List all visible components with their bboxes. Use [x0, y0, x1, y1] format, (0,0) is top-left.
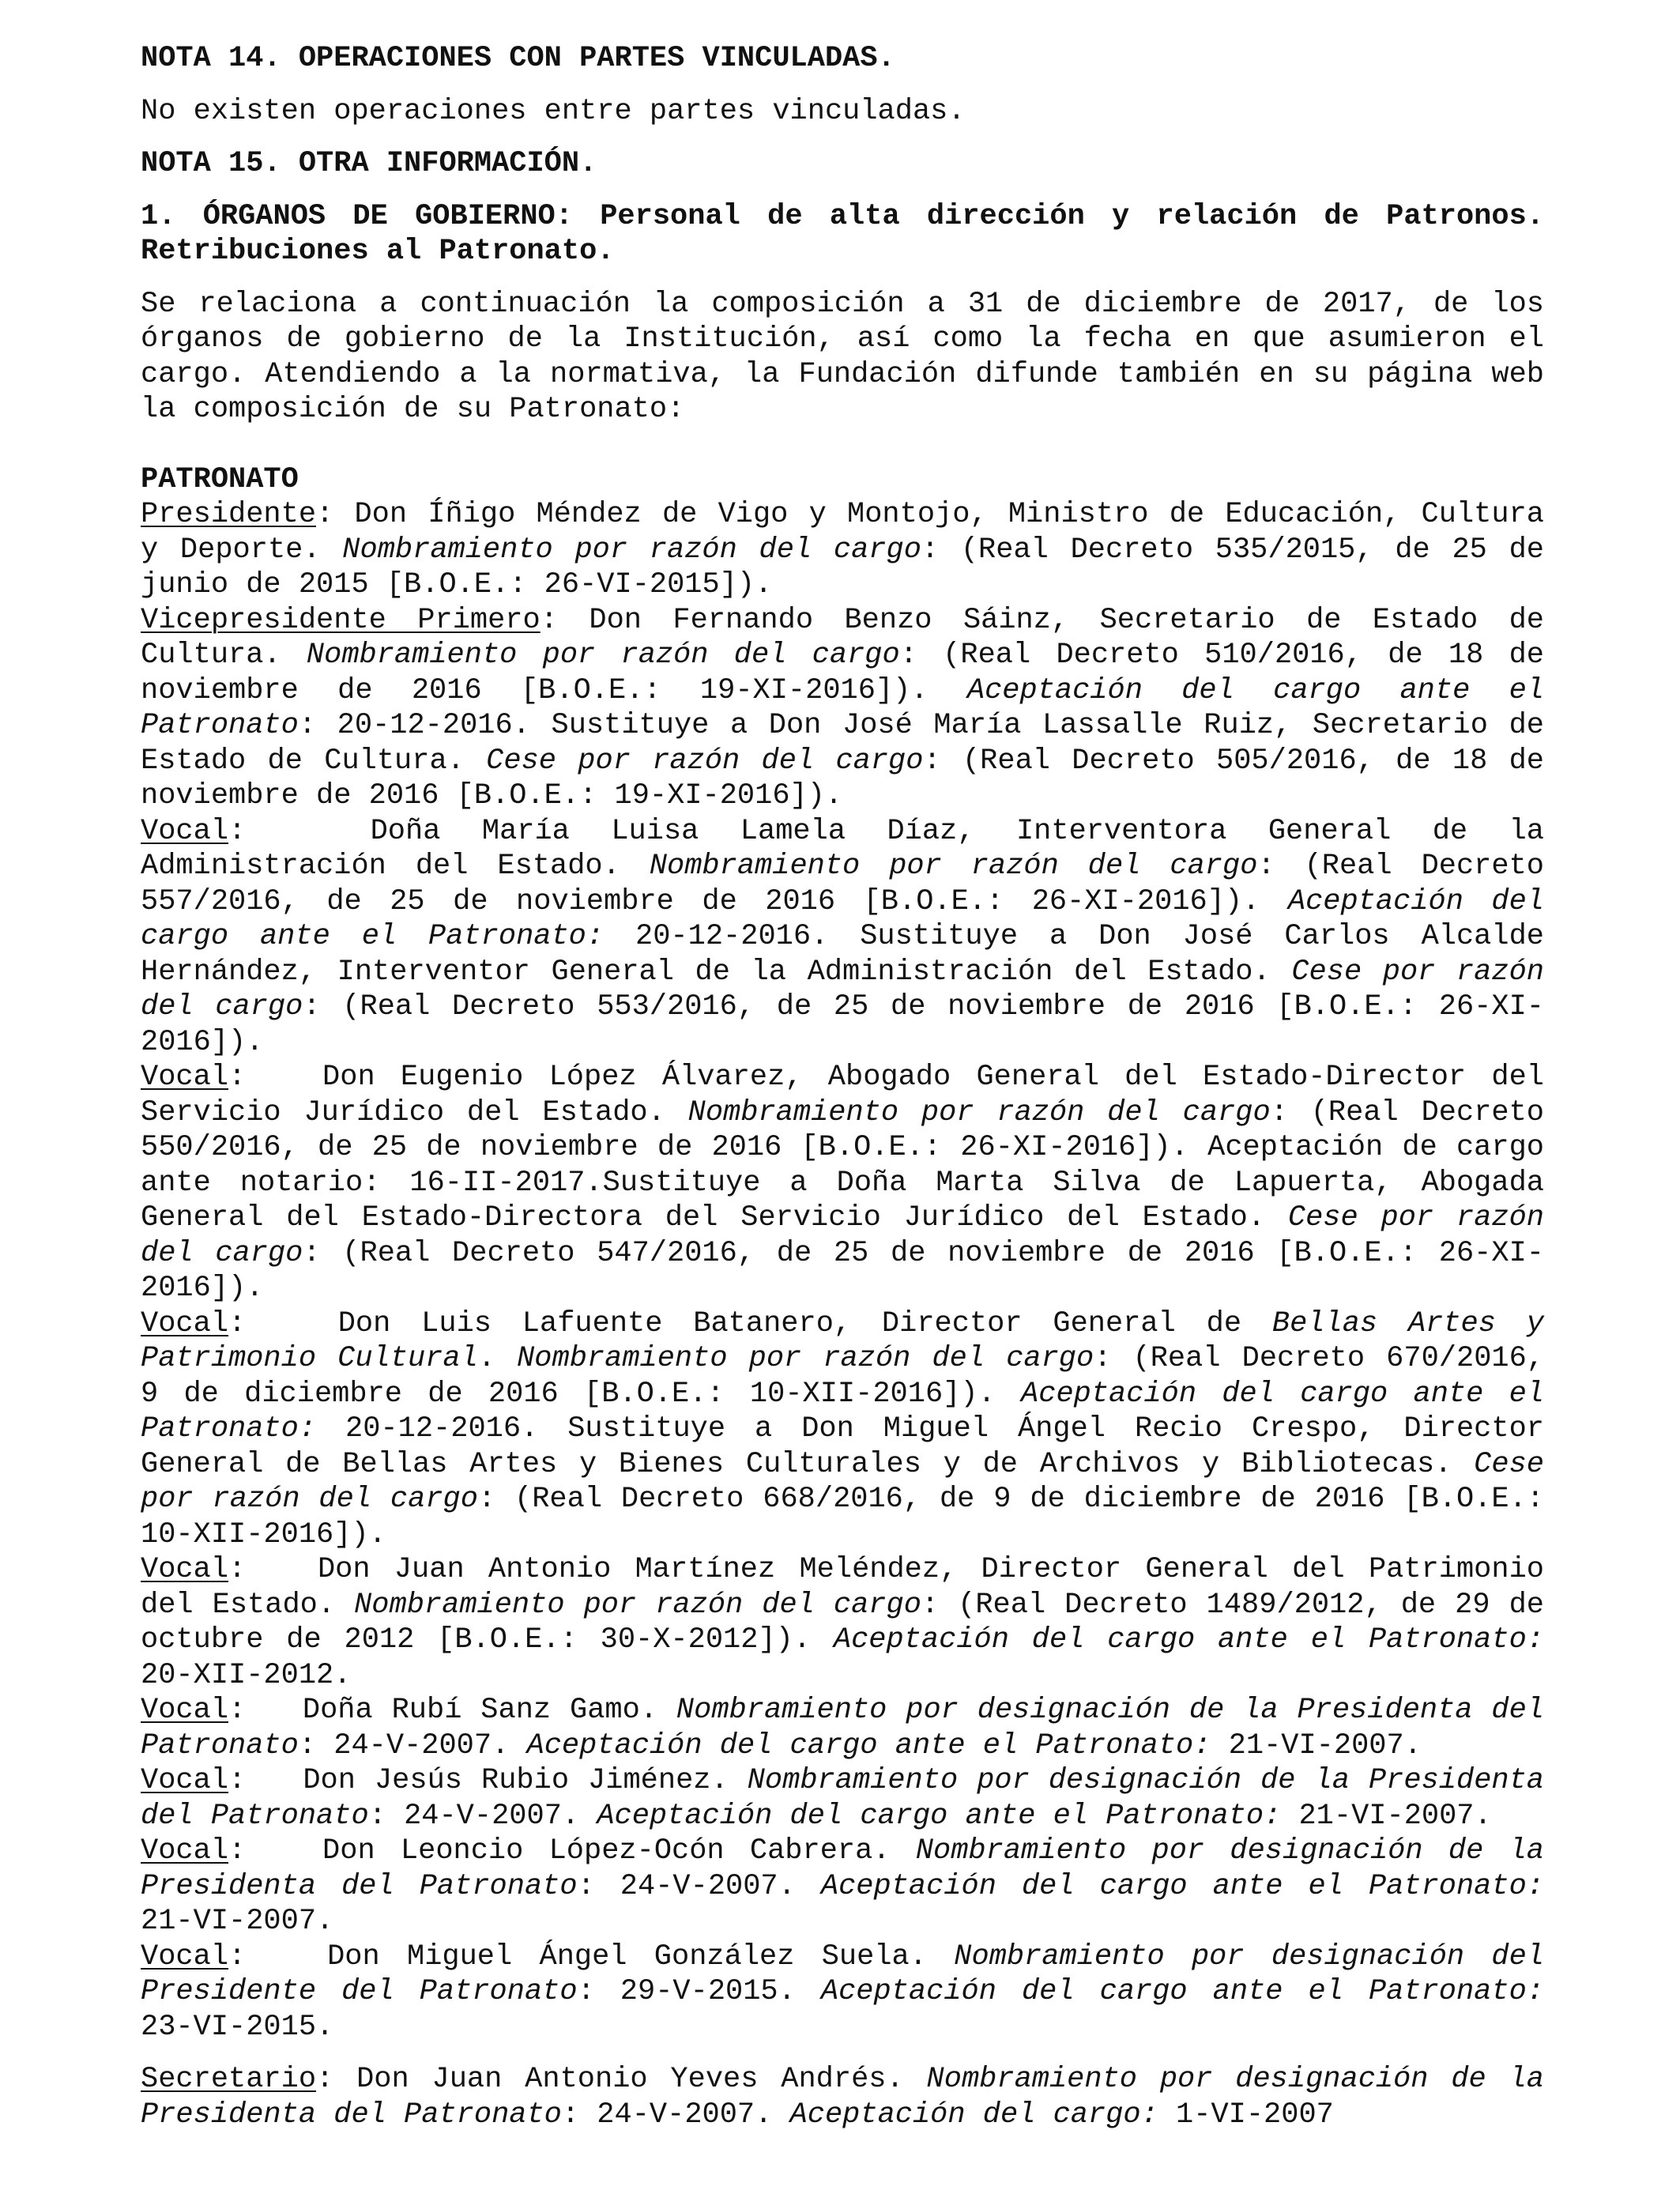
italic-text: Nombramiento por razón del cargo [306, 639, 900, 672]
patronato-entry [141, 1060, 1562, 1306]
patronato-entry [141, 1763, 1562, 1834]
italic-text: Aceptación del cargo ante el Patronato: [820, 1869, 1544, 1903]
italic-text: Nombramiento por designación de la Presidenta del Patronato [141, 1694, 1562, 1762]
italic-text: Cese por razón del cargo [141, 1447, 1562, 1516]
entry-text: 20-12-2016. Sustituye a Don José Carlos Alcalde Hernández, Interventor General de la Administración del Estado. [141, 920, 1562, 989]
entry-text: : 24-V-2007. [368, 1799, 597, 1833]
italic-text: Nombramiento por designación de la Presidenta del Patronato [141, 1834, 1562, 1903]
patronato-entry [141, 1940, 1562, 2045]
italic-text: Nombramiento por razón del cargo [342, 533, 921, 567]
entry-text: . [477, 1342, 518, 1375]
role-label: Vocal [141, 1834, 229, 1868]
role-label: Vocal [141, 1764, 229, 1797]
entry-text: : Don Fernando Benzo Sáinz, Secretario de Estado de Cultura. [141, 603, 1562, 672]
italic-text: Aceptación del cargo ante el Patronato: [526, 1728, 1211, 1762]
role-label: Vocal [141, 1553, 229, 1586]
italic-text: Aceptación del cargo ante el Patronato [141, 673, 1562, 742]
italic-text: Bellas Artes y Patrimonio Cultural [141, 1306, 1562, 1375]
entry-text: : Doña María Luisa Lamela Díaz, Interventora General de la Administración del Estado. [141, 814, 1562, 883]
italic-text: Nombramiento por designación del Presidente del Patronato [141, 1940, 1562, 2008]
italic-text: Nombramiento por razón del cargo [354, 1588, 921, 1622]
entry-text: : Don Miguel Ángel González Suela. [228, 1940, 955, 1973]
entry-text: : (Real Decreto 557/2016, de 25 de noviembre de 2016 [B.O.E.: 26-XI-2016]). [141, 850, 1562, 918]
entry-text: : 20-12-2016. Sustituye a Don José María Lassalle Ruiz, Secretario de Estado de Cultura. [141, 709, 1562, 778]
entry-text: : Don Juan Antonio Martínez Meléndez, Director General del Patrimonio del Estado. [141, 1553, 1562, 1622]
document-page [141, 41, 1562, 2132]
patronato-entry [141, 497, 1562, 603]
role-label: Vocal [141, 1940, 229, 1973]
entry-text: : Don Luis Lafuente Batanero, Director General de [228, 1306, 1272, 1340]
italic-text: Aceptación del cargo: [789, 2098, 1158, 2132]
patronato-entry [141, 1306, 1562, 1553]
italic-text: Aceptación del cargo ante el Patronato: [833, 1623, 1544, 1657]
patronato-entry [141, 603, 1562, 814]
nota15-title: NOTA 15. OTRA INFORMACIÓN. [141, 147, 597, 180]
italic-text: Aceptación del cargo ante el Patronato: [820, 1975, 1544, 2008]
entry-text: : Doña Rubí Sanz Gamo. [228, 1694, 676, 1727]
entry-text: : (Real Decreto 670/2016, 9 de diciembre de 2016 [B.O.E.: 10-XII-2016]). [141, 1342, 1562, 1411]
italic-text: Cese por razón del cargo [486, 744, 924, 778]
section-title: 1. ÓRGANOS DE GOBIERNO: Personal de alta dirección y relación de Patronos. Retribuciones al Patronato. [141, 199, 1544, 268]
entry-text: 21-VI-2007. [1211, 1728, 1422, 1762]
entry-text: : (Real Decreto 510/2016, de 18 de noviembre de 2016 [B.O.E.: 19-XI-2016]). [141, 639, 1562, 707]
entry-text: 20-XII-2012. [141, 1623, 1562, 1692]
entry-text: : (Real Decreto 535/2015, de 25 de junio de 2015 [B.O.E.: 26-VI-2015]). [141, 533, 1562, 601]
italic-text: Nombramiento por razón del cargo [517, 1342, 1094, 1375]
intro-paragraph: Se relaciona a continuación la composición a 31 de diciembre de 2017, de los órganos de gobierno de la Institución, así como la fecha en que asumieron el cargo. Atendiendo a la normativa, la Fundación difunde también en su página web la composición de su Patronato: [141, 287, 1544, 426]
italic-text: Nombramiento por razón del cargo [649, 850, 1258, 883]
role-label: Vocal [141, 1694, 229, 1727]
entry-text: 20-12-2016. Sustituye a Don Miguel Ángel Recio Crespo, Director General de Bellas Artes y Bienes Culturales y de Archivos y Bibliotecas. [141, 1412, 1562, 1481]
italic-text: Cese por razón del cargo [141, 955, 1562, 1023]
entry-text: : Don Jesús Rubio Jiménez. [228, 1764, 748, 1797]
role-label: Vocal [141, 814, 229, 848]
patronato-entry [141, 1834, 1562, 1940]
entry-text: 1-VI-2007 [1158, 2098, 1334, 2132]
entry-text: : 24-V-2007. [561, 2098, 790, 2132]
entry-text: 23-VI-2015. [141, 1975, 1562, 2044]
entry-text: : 24-V-2007. [298, 1728, 527, 1762]
nota14-text: No existen operaciones entre partes vinculadas. [141, 94, 966, 128]
italic-text: Aceptación del cargo ante el Patronato: [597, 1799, 1282, 1833]
entry-text: : Don Eugenio López Álvarez, Abogado General del Estado-Director del Servicio Jurídico del Estado. [141, 1061, 1562, 1129]
patronato-entry [141, 1693, 1562, 1763]
entry-text: : Don Íñigo Méndez de Vigo y Montojo, Ministro de Educación, Cultura y Deporte. [141, 498, 1562, 567]
nota14-title: NOTA 14. OPERACIONES CON PARTES VINCULADAS. [141, 42, 895, 75]
entry-text: 21-VI-2007. [1281, 1799, 1492, 1833]
entry-text: : 24-V-2007. [577, 1869, 821, 1903]
italic-text: Nombramiento por designación de la Presidenta del Patronato [141, 1764, 1562, 1833]
italic-text: Aceptación del cargo ante el Patronato: [141, 1377, 1562, 1446]
entry-text: : Don Juan Antonio Yeves Andrés. [316, 2063, 927, 2096]
italic-text: Cese por razón del cargo [141, 1201, 1562, 1270]
role-label: Secretario [141, 2063, 317, 2096]
patronato-entry [141, 814, 1562, 1061]
role-label: Vicepresidente Primero [141, 603, 541, 637]
entry-text: : (Real Decreto 547/2016, de 25 de noviembre de 2016 [B.O.E.: 26-XI-2016]). [141, 1236, 1544, 1305]
entry-text: : (Real Decreto 1489/2012, de 29 de octubre de 2012 [B.O.E.: 30-X-2012]). [141, 1588, 1562, 1657]
entry-text: : (Real Decreto 550/2016, de 25 de noviembre de 2016 [B.O.E.: 26-XI-2016]). Aceptación de cargo ante notario: 16-II-2017.Sustituye a Doña Marta Silva de Lapuerta, Abogada General del Estado-Directora del Servicio Jurídico del Estado. [141, 1095, 1562, 1235]
entry-text: : Don Leoncio López-Ocón Cabrera. [228, 1834, 916, 1868]
secretario-text [141, 2062, 1562, 2132]
entry-text: : 29-V-2015. [577, 1975, 821, 2008]
role-label: Vocal [141, 1306, 229, 1340]
italic-text: Aceptación del cargo ante el Patronato: [141, 884, 1562, 953]
secretario-entry [141, 2062, 1562, 2132]
entry-text: : (Real Decreto 505/2016, de 18 de noviembre de 2016 [B.O.E.: 19-XI-2016]). [141, 744, 1562, 812]
role-label: Presidente [141, 498, 317, 531]
entry-text: : (Real Decreto 668/2016, de 9 de diciembre de 2016 [B.O.E.: 10-XII-2016]). [141, 1483, 1562, 1551]
italic-text: Nombramiento por razón del cargo [687, 1095, 1271, 1129]
italic-text: Nombramiento por designación de la Presidenta del Patronato [141, 2063, 1562, 2132]
entry-text: 21-VI-2007. [141, 1869, 1562, 1938]
patronato-heading: PATRONATO [141, 462, 299, 496]
entry-text: : (Real Decreto 553/2016, de 25 de noviembre de 2016 [B.O.E.: 26-XI-2016]). [141, 990, 1544, 1059]
patronato-entries [141, 497, 1562, 2045]
patronato-entry [141, 1552, 1562, 1693]
role-label: Vocal [141, 1061, 229, 1094]
